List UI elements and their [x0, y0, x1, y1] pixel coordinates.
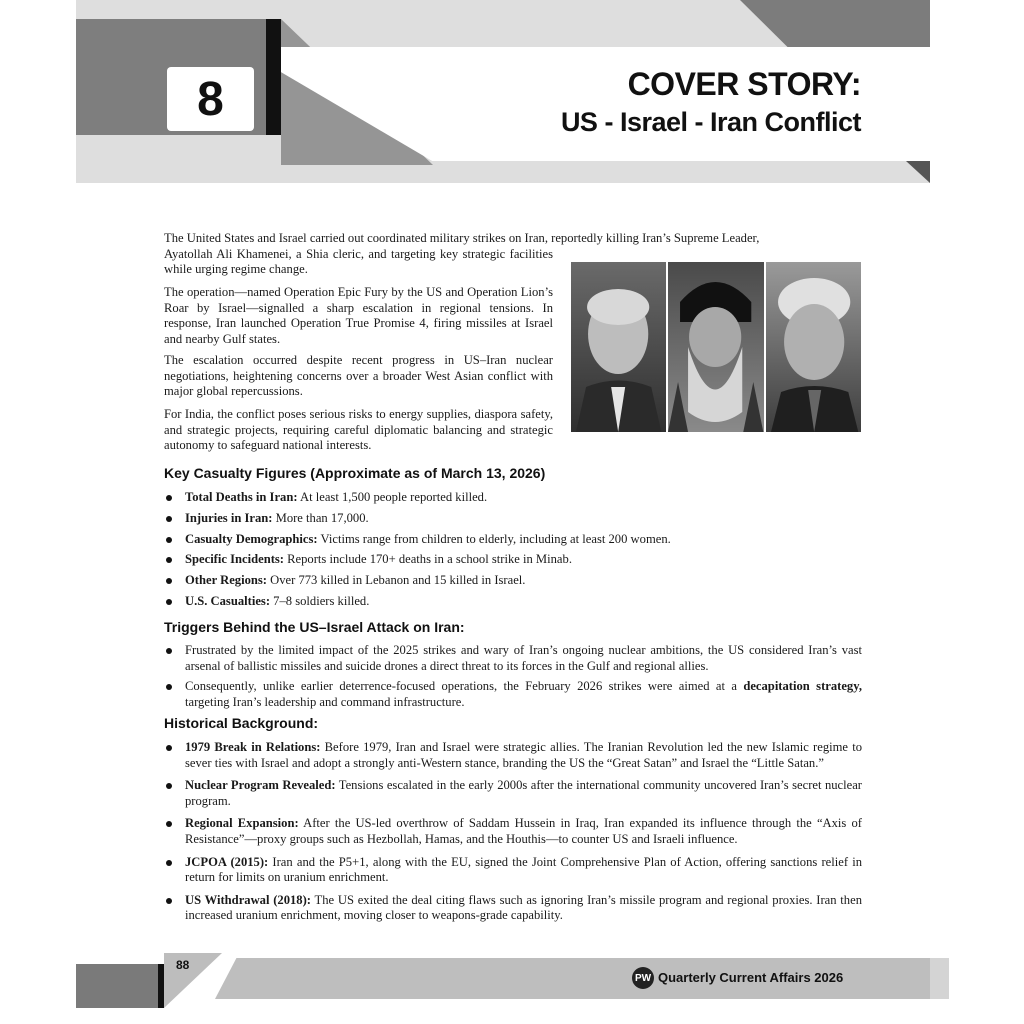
list-item: U.S. Casualties: 7–8 soldiers killed. [164, 594, 862, 610]
history-heading: Historical Background: [164, 715, 319, 731]
list-item: Consequently, unlike earlier deterrence-focused operations, the February 2026 strikes were aimed at a decapitation strategy, targeting Iran’s leadership and command infrastructure. [164, 679, 862, 710]
bullet-icon [166, 537, 172, 543]
bullet-icon [166, 898, 172, 904]
footer-triangle [164, 953, 222, 1008]
triggers-heading: Triggers Behind the US–Israel Attack on Iran: [164, 619, 465, 635]
triggers-list [164, 643, 862, 710]
list-item: US Withdrawal (2018): The US exited the deal citing flaws such as ignoring Iran’s missile program and regional proxies. Iran then increased uranium enrichment, moving closer to weapons-grade capability. [164, 893, 862, 924]
history-list [164, 740, 862, 924]
bullet-icon [166, 516, 172, 522]
list-item: JCPOA (2015): Iran and the P5+1, along with the EU, signed the Joint Comprehensive Plan of Action, offering sanctions relief in return for limits on uranium enrichment. [164, 855, 862, 886]
footer-end-block [930, 958, 949, 999]
bullet-icon [166, 648, 172, 654]
bullet-icon [166, 783, 172, 789]
page-subtitle: US - Israel - Iran Conflict [560, 107, 861, 137]
leaders-photo [571, 262, 861, 432]
portrait-center [668, 262, 763, 432]
list-item: Nuclear Program Revealed: Tensions escalated in the early 2000s after the international community uncovered Iran’s secret nuclear program. [164, 778, 862, 809]
page-number: 88 [176, 958, 190, 972]
bullet-icon [166, 821, 172, 827]
header-divider-bar [266, 19, 281, 135]
list-item: Specific Incidents: Reports include 170+ deaths in a school strike in Minab. [164, 552, 862, 568]
bullet-icon [166, 599, 172, 605]
chapter-number: 8 [167, 67, 254, 131]
portrait-right [766, 262, 861, 432]
publication-title: Quarterly Current Affairs 2026 [658, 970, 844, 985]
list-item: Frustrated by the limited impact of the 2025 strikes and wary of Iran’s ongoing nuclear ambitions, the US considered Iran’s vast arsenal of ballistic missiles and suicide drones a direct threat to its forces in the Gulf and regional allies. [164, 643, 862, 674]
bullet-icon [166, 745, 172, 751]
footer-dark-block [76, 964, 158, 1008]
publisher-logo-icon: PW [632, 967, 654, 989]
list-item: Casualty Demographics: Victims range from children to elderly, including at least 200 women. [164, 532, 862, 548]
footer-divider-bar [158, 964, 164, 1008]
page-title: COVER STORY: [627, 66, 861, 102]
bullet-icon [166, 557, 172, 563]
list-item: Injuries in Iran: More than 17,000. [164, 511, 862, 527]
intro-paragraph-1-cont: Ayatollah Ali Khamenei, a Shia cleric, and targeting key strategic facilities while urging regime change. [164, 246, 553, 277]
list-item: Other Regions: Over 773 killed in Lebanon and 15 killed in Israel. [164, 573, 862, 589]
intro-paragraph-4: For India, the conflict poses serious risks to energy supplies, diaspora safety, and strategic projects, requiring careful diplomatic balancing and strategic autonomy to safeguard national interests. [164, 407, 553, 453]
portrait-left [571, 262, 666, 432]
list-item: Total Deaths in Iran: At least 1,500 people reported killed. [164, 490, 862, 506]
intro-paragraph-1: The United States and Israel carried out coordinated military strikes on Iran, reportedly killing Iran’s Supreme Leader, [164, 231, 760, 245]
bullet-icon [166, 578, 172, 584]
bullet-icon [166, 495, 172, 501]
bullet-icon [166, 684, 172, 690]
casualty-list [164, 490, 862, 610]
list-item: 1979 Break in Relations: Before 1979, Iran and Israel were strategic allies. The Iranian Revolution led the new Islamic regime to sever ties with Israel and adopt a strongly anti-Western stance, branding the US the “Great Satan” and Israel the “Little Satan.” [164, 740, 862, 771]
casualty-heading: Key Casualty Figures (Approximate as of March 13, 2026) [164, 465, 546, 481]
bullet-icon [166, 860, 172, 866]
intro-paragraph-3: The escalation occurred despite recent progress in US–Iran nuclear negotiations, heightening concerns over a broader West Asian conflict with major global repercussions. [164, 353, 553, 399]
list-item: Regional Expansion: After the US-led overthrow of Saddam Hussein in Iraq, Iran expanded its influence through the “Axis of Resistance”—proxy groups such as Hezbollah, Hamas, and the Houthis—to counter US and Israeli influence. [164, 816, 862, 847]
intro-paragraph-2: The operation—named Operation Epic Fury by the US and Operation Lion’s Roar by Israel—signalled a sharp escalation in regional tensions. In response, Iran launched Operation True Promise 4, firing missiles at Israel and nearby Gulf states. [164, 285, 553, 346]
